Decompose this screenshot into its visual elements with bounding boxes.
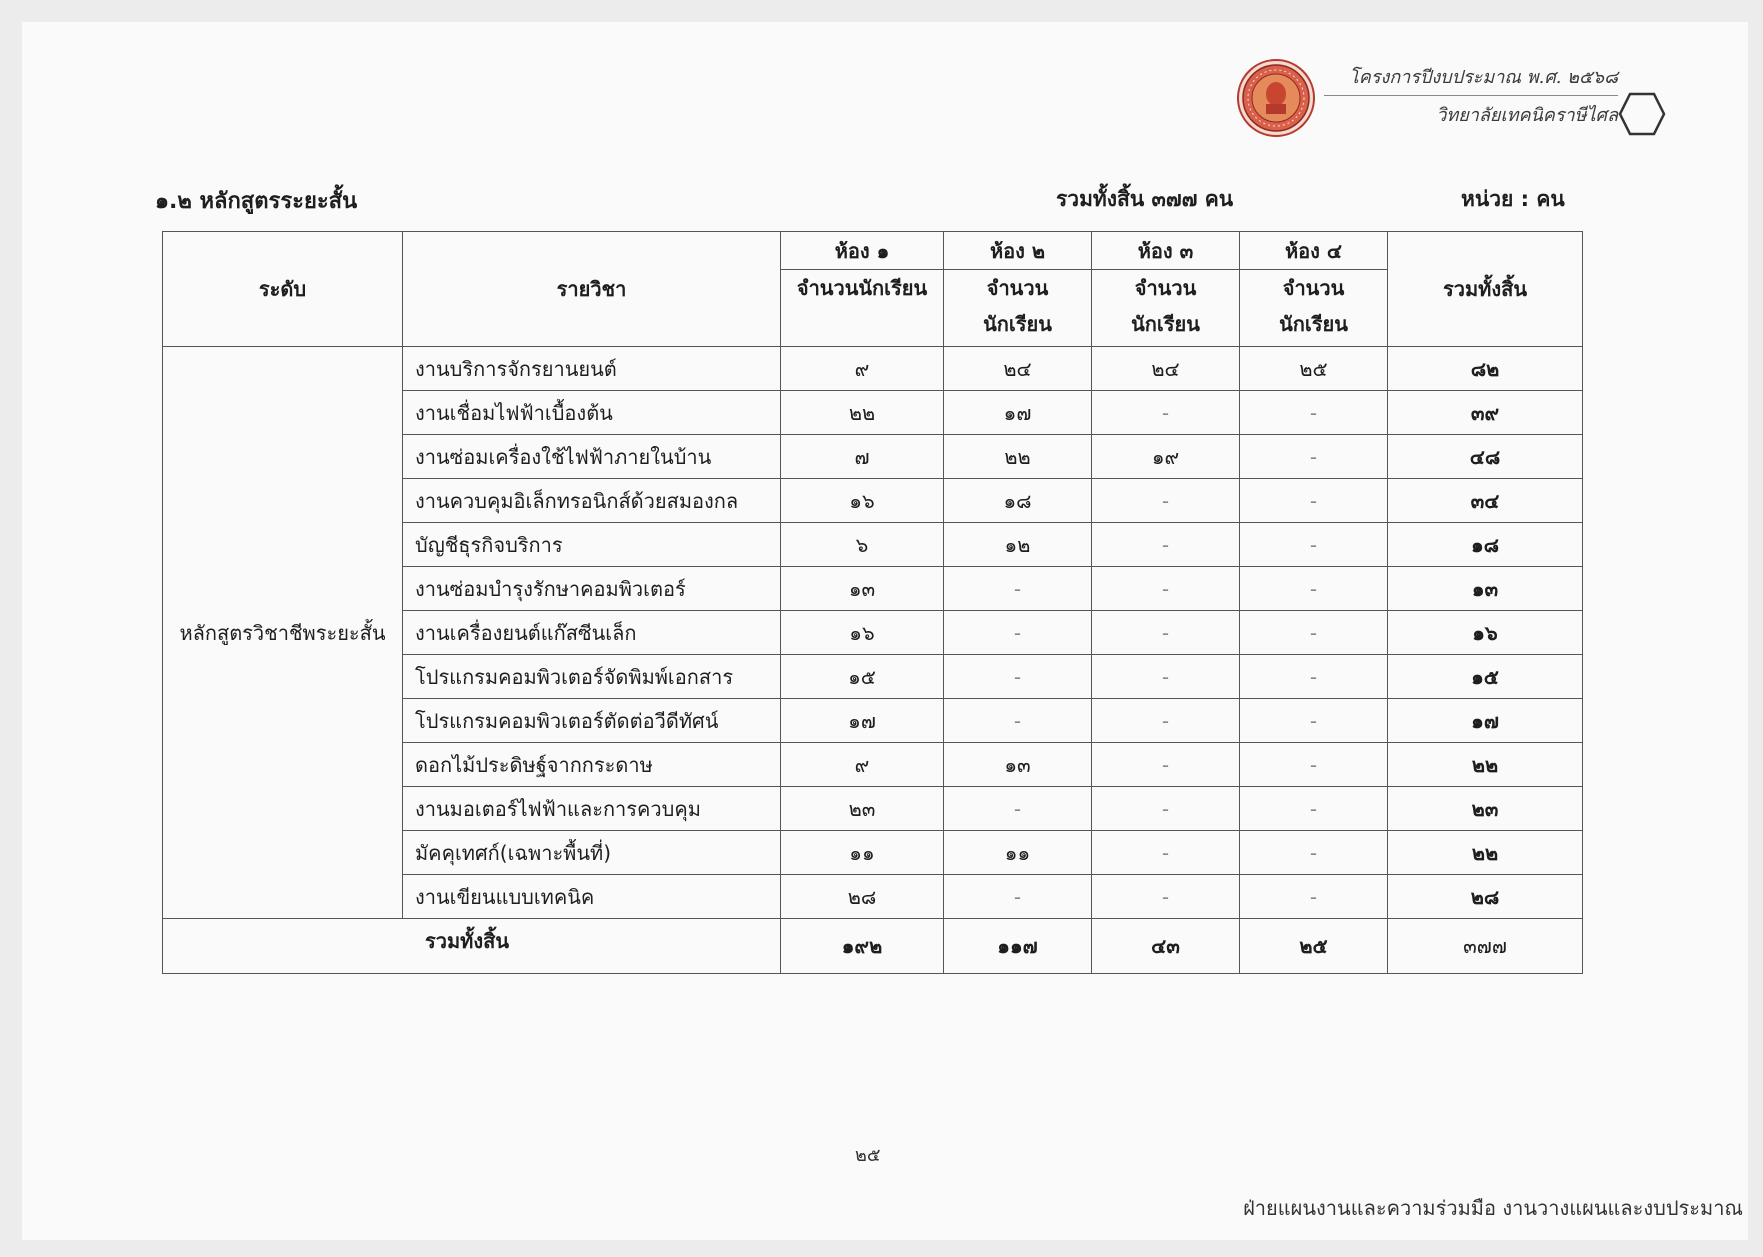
room-1-cell: ๒๓ — [781, 787, 944, 831]
room-4-cell: - — [1240, 831, 1388, 875]
total-overall: ๓๗๗ — [1388, 919, 1583, 974]
header-divider — [1324, 95, 1618, 96]
room-2-cell: - — [944, 875, 1092, 919]
row-total-cell: ๑๖ — [1388, 611, 1583, 655]
footer-department: ฝ่ายแผนงานและความร่วมมือ งานวางแผนและงบประมาณ — [1243, 1196, 1743, 1220]
room-4-cell: - — [1240, 435, 1388, 479]
room-2-cell: - — [944, 567, 1092, 611]
room-3-cell: - — [1092, 655, 1240, 699]
grand-total-label: รวมทั้งสิ้น ๓๗๗ คน — [1056, 187, 1234, 211]
room-3-cell: ๒๔ — [1092, 347, 1240, 391]
row-total-cell: ๒๒ — [1388, 743, 1583, 787]
subject-cell: งานควบคุมอิเล็กทรอนิกส์ด้วยสมองกล — [403, 479, 781, 523]
room-4-cell: - — [1240, 611, 1388, 655]
row-total-cell: ๒๘ — [1388, 875, 1583, 919]
room-4-cell: - — [1240, 787, 1388, 831]
room-4-cell: - — [1240, 391, 1388, 435]
header-subject: รายวิชา — [403, 232, 781, 347]
room-4-cell: ๒๕ — [1240, 347, 1388, 391]
room-2-cell: ๒๒ — [944, 435, 1092, 479]
room-2-cell: ๑๑ — [944, 831, 1092, 875]
section-title: ๑.๒ หลักสูตรระยะสั้น — [155, 189, 358, 214]
header-room-1: ห้อง ๑ — [781, 232, 944, 270]
room-2-cell: - — [944, 655, 1092, 699]
room-3-cell: - — [1092, 787, 1240, 831]
room-1-cell: ๑๖ — [781, 479, 944, 523]
row-total-cell: ๓๙ — [1388, 391, 1583, 435]
room-1-cell: ๙ — [781, 347, 944, 391]
room-4-cell: - — [1240, 567, 1388, 611]
totals-row — [163, 919, 1583, 974]
room-1-cell: ๒๒ — [781, 391, 944, 435]
room-3-cell: - — [1092, 875, 1240, 919]
totals-label: รวมทั้งสิ้น — [163, 919, 781, 974]
total-room-4: ๒๕ — [1240, 919, 1388, 974]
header-level: ระดับ — [163, 232, 403, 347]
room-3-cell: - — [1092, 391, 1240, 435]
page-number: ๒๕ — [855, 1145, 881, 1166]
room-4-cell: - — [1240, 655, 1388, 699]
college-name-label: วิทยาลัยเทคนิคราษีไศล — [1436, 105, 1618, 126]
room-3-cell: - — [1092, 743, 1240, 787]
room-2-cell: ๑๘ — [944, 479, 1092, 523]
subject-cell: โปรแกรมคอมพิวเตอร์จัดพิมพ์เอกสาร — [403, 655, 781, 699]
room-1-cell: ๖ — [781, 523, 944, 567]
subject-cell: ดอกไม้ประดิษฐ์จากกระดาษ — [403, 743, 781, 787]
room-2-cell: ๑๗ — [944, 391, 1092, 435]
room-2-cell: - — [944, 787, 1092, 831]
room-3-cell: - — [1092, 699, 1240, 743]
subject-cell: งานซ่อมบำรุงรักษาคอมพิวเตอร์ — [403, 567, 781, 611]
row-total-cell: ๑๗ — [1388, 699, 1583, 743]
header-room-3: ห้อง ๓ — [1092, 232, 1240, 270]
subject-cell: บัญชีธุรกิจบริการ — [403, 523, 781, 567]
room-1-cell: ๑๕ — [781, 655, 944, 699]
subject-cell: งานบริการจักรยานยนต์ — [403, 347, 781, 391]
header-room-4-count: จำนวน นักเรียน — [1240, 270, 1388, 347]
room-1-cell: ๗ — [781, 435, 944, 479]
room-4-cell: - — [1240, 699, 1388, 743]
total-room-1: ๑๙๒ — [781, 919, 944, 974]
subject-cell: งานมอเตอร์ไฟฟ้าและการควบคุม — [403, 787, 781, 831]
room-3-cell: - — [1092, 831, 1240, 875]
level-cell: หลักสูตรวิชาชีพระยะสั้น — [163, 347, 403, 919]
subject-cell: มัคคุเทศก์(เฉพาะพื้นที่) — [403, 831, 781, 875]
row-total-cell: ๑๕ — [1388, 655, 1583, 699]
table-row — [163, 347, 1583, 391]
hexagon-outline-icon — [1618, 92, 1666, 136]
subject-cell: งานซ่อมเครื่องใช้ไฟฟ้าภายในบ้าน — [403, 435, 781, 479]
room-2-cell: ๑๓ — [944, 743, 1092, 787]
room-1-cell: ๒๘ — [781, 875, 944, 919]
row-total-cell: ๓๔ — [1388, 479, 1583, 523]
room-3-cell: ๑๙ — [1092, 435, 1240, 479]
subject-cell: งานเครื่องยนต์แก๊สซีนเล็ก — [403, 611, 781, 655]
room-1-cell: ๙ — [781, 743, 944, 787]
room-3-cell: - — [1092, 523, 1240, 567]
row-total-cell: ๒๒ — [1388, 831, 1583, 875]
room-1-cell: ๑๖ — [781, 611, 944, 655]
room-1-cell: ๑๓ — [781, 567, 944, 611]
header-room-3-count: จำนวน นักเรียน — [1092, 270, 1240, 347]
room-3-cell: - — [1092, 611, 1240, 655]
enrollment-table — [162, 231, 1583, 974]
room-2-cell: - — [944, 611, 1092, 655]
room-1-cell: ๑๑ — [781, 831, 944, 875]
room-2-cell: ๒๔ — [944, 347, 1092, 391]
room-3-cell: - — [1092, 567, 1240, 611]
header-room-4: ห้อง ๔ — [1240, 232, 1388, 270]
room-2-cell: ๑๒ — [944, 523, 1092, 567]
project-year-label: โครงการปีงบประมาณ พ.ศ. ๒๕๖๘ — [1349, 67, 1618, 88]
header-room-2: ห้อง ๒ — [944, 232, 1092, 270]
row-total-cell: ๘๒ — [1388, 347, 1583, 391]
college-seal-icon — [1236, 58, 1316, 138]
header-room-2-count: จำนวน นักเรียน — [944, 270, 1092, 347]
total-room-3: ๔๓ — [1092, 919, 1240, 974]
subject-cell: งานเขียนแบบเทคนิค — [403, 875, 781, 919]
row-total-cell: ๑๘ — [1388, 523, 1583, 567]
room-4-cell: - — [1240, 523, 1388, 567]
room-4-cell: - — [1240, 479, 1388, 523]
unit-label: หน่วย : คน — [1461, 187, 1565, 211]
row-total-cell: ๑๓ — [1388, 567, 1583, 611]
room-4-cell: - — [1240, 743, 1388, 787]
subject-cell: งานเชื่อมไฟฟ้าเบื้องต้น — [403, 391, 781, 435]
room-1-cell: ๑๗ — [781, 699, 944, 743]
subject-cell: โปรแกรมคอมพิวเตอร์ตัดต่อวีดีทัศน์ — [403, 699, 781, 743]
row-total-cell: ๒๓ — [1388, 787, 1583, 831]
total-room-2: ๑๑๗ — [944, 919, 1092, 974]
room-3-cell: - — [1092, 479, 1240, 523]
header-total: รวมทั้งสิ้น — [1388, 232, 1583, 347]
row-total-cell: ๔๘ — [1388, 435, 1583, 479]
room-2-cell: - — [944, 699, 1092, 743]
room-4-cell: - — [1240, 875, 1388, 919]
header-room-1-count: จำนวนนักเรียน — [781, 270, 944, 347]
